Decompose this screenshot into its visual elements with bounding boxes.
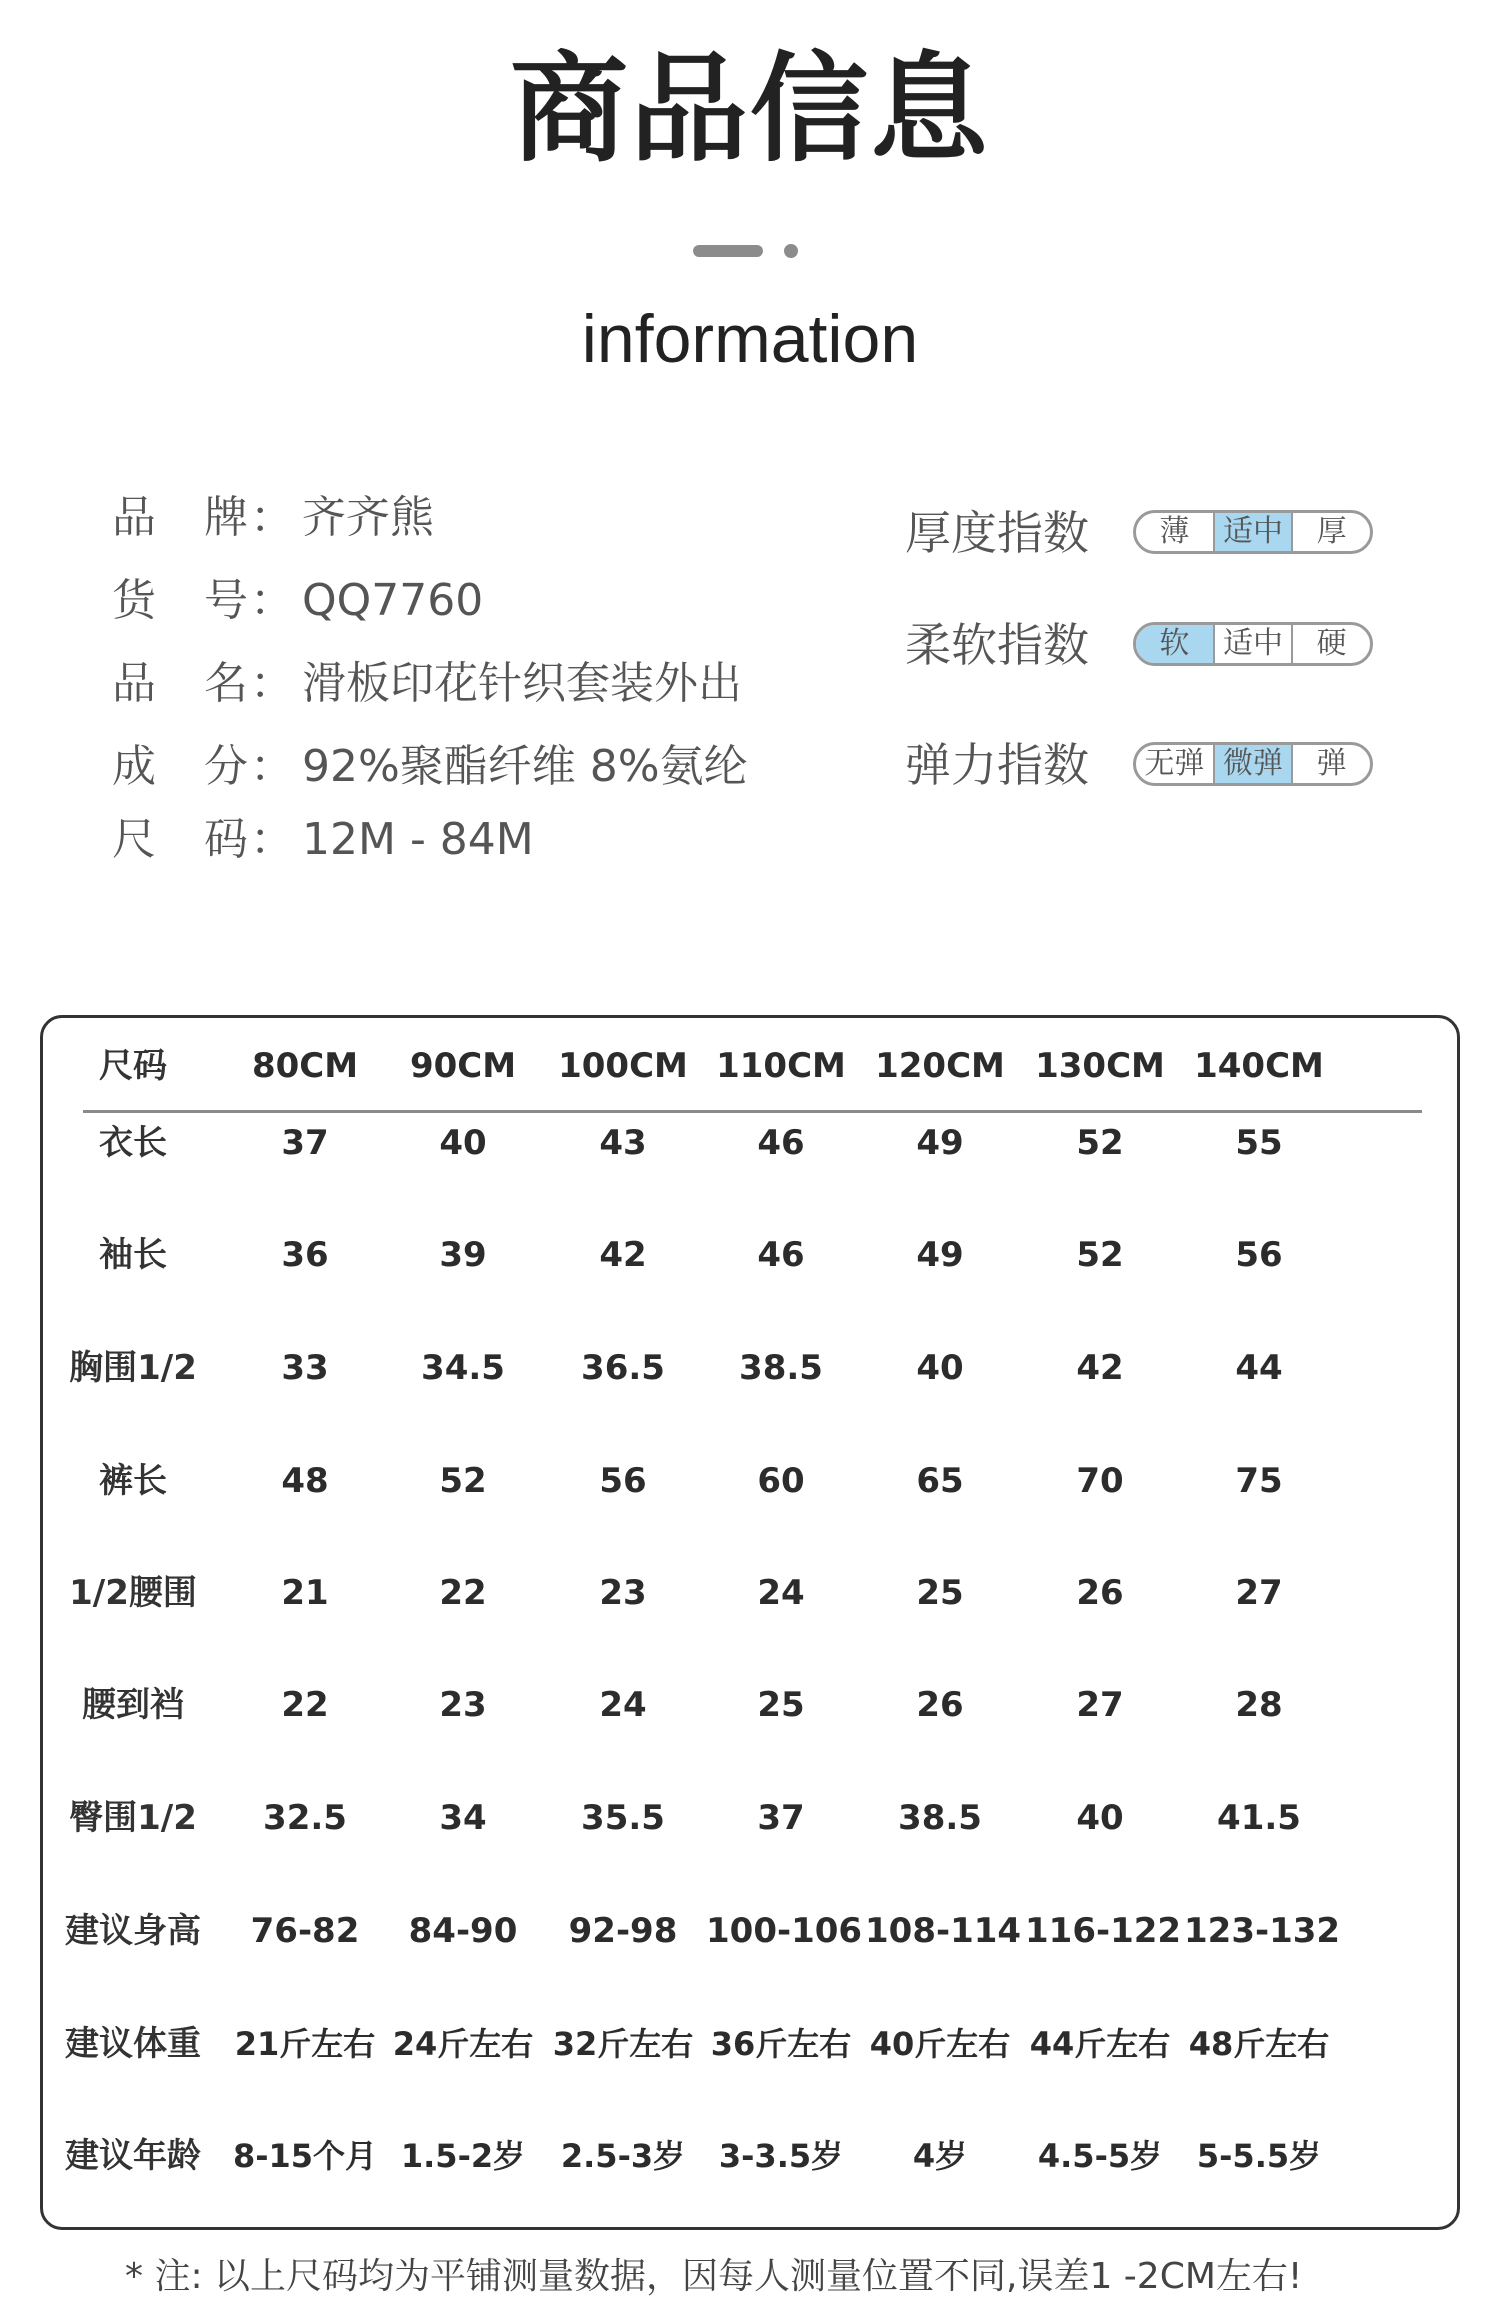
table-cell: 1.5-2岁 bbox=[400, 2137, 526, 2175]
table-cell: 38.5 bbox=[739, 1348, 823, 1388]
table-row bbox=[43, 1451, 1463, 1511]
table-header-cell: 100CM bbox=[558, 1046, 688, 1086]
table-cell: 40 bbox=[916, 1348, 964, 1388]
row-label: 建议年龄 bbox=[65, 2136, 201, 2176]
table-cell: 52 bbox=[439, 1461, 487, 1501]
elasticity-scale bbox=[1133, 742, 1373, 786]
table-header-cell: 80CM bbox=[251, 1046, 359, 1086]
table-cell: 65 bbox=[916, 1461, 964, 1501]
table-cell: 56 bbox=[1235, 1235, 1283, 1275]
scale-option: 微弹 bbox=[1213, 745, 1292, 783]
table-row bbox=[43, 1113, 1463, 1173]
index-label: 柔软指数 bbox=[905, 618, 1089, 672]
elasticity-index bbox=[905, 737, 1385, 793]
table-cell: 26 bbox=[1076, 1573, 1124, 1613]
table-cell: 27 bbox=[1235, 1573, 1283, 1613]
table-cell: 116-122 bbox=[1025, 1911, 1182, 1951]
info-row-item-number bbox=[112, 573, 483, 629]
table-cell: 22 bbox=[281, 1685, 329, 1725]
table-cell: 23 bbox=[439, 1685, 487, 1725]
table-cell: 44斤左右 bbox=[1029, 2025, 1171, 2063]
table-cell: 28 bbox=[1235, 1685, 1283, 1725]
thickness-index bbox=[905, 505, 1385, 561]
table-cell: 46 bbox=[757, 1123, 805, 1163]
table-cell: 24 bbox=[757, 1573, 805, 1613]
table-cell: 4岁 bbox=[912, 2137, 968, 2175]
row-label: 腰到裆 bbox=[82, 1685, 184, 1725]
table-cell: 34.5 bbox=[421, 1348, 505, 1388]
table-cell: 75 bbox=[1235, 1461, 1283, 1501]
table-header-cell: 120CM bbox=[875, 1046, 1005, 1086]
table-cell: 46 bbox=[757, 1235, 805, 1275]
row-label: 袖长 bbox=[99, 1235, 167, 1275]
table-cell: 36 bbox=[281, 1235, 329, 1275]
scale-option: 软 bbox=[1136, 625, 1213, 663]
table-cell: 48斤左右 bbox=[1188, 2025, 1330, 2063]
footnote: * 注: 以上尺码均为平铺测量数据，因每人测量位置不同,误差1 -2CM左右! bbox=[125, 2256, 1303, 2297]
table-cell: 32斤左右 bbox=[552, 2025, 694, 2063]
scale-option: 适中 bbox=[1213, 513, 1292, 551]
page-title: 商品信息 bbox=[509, 40, 990, 178]
table-cell: 108-114 bbox=[865, 1911, 1022, 1951]
table-row bbox=[43, 1338, 1463, 1398]
info-label: 品 名： bbox=[112, 658, 296, 709]
info-value: QQ7760 bbox=[302, 575, 484, 626]
table-row bbox=[43, 1563, 1463, 1623]
size-table bbox=[40, 1015, 1460, 2230]
table-cell: 5-5.5岁 bbox=[1196, 2137, 1322, 2175]
table-cell: 55 bbox=[1235, 1123, 1283, 1163]
row-label: 建议体重 bbox=[65, 2024, 201, 2064]
info-value: 齐齐熊 bbox=[302, 492, 434, 543]
table-cell: 2.5-3岁 bbox=[560, 2137, 686, 2175]
info-value: 12M - 84M bbox=[302, 814, 534, 865]
scale-option: 无弹 bbox=[1144, 746, 1205, 781]
page-subtitle: information bbox=[581, 301, 919, 377]
info-value: 92%聚酯纤维 8%氨纶 bbox=[302, 741, 748, 792]
info-label: 尺 码： bbox=[112, 814, 296, 865]
table-row bbox=[43, 2014, 1463, 2074]
table-row bbox=[43, 1788, 1463, 1848]
table-cell: 60 bbox=[757, 1461, 805, 1501]
table-cell: 49 bbox=[916, 1235, 964, 1275]
scale-option: 薄 bbox=[1159, 514, 1190, 549]
table-cell: 22 bbox=[439, 1573, 487, 1613]
table-cell: 36斤左右 bbox=[710, 2025, 852, 2063]
thickness-scale bbox=[1133, 510, 1373, 554]
index-label: 弹力指数 bbox=[905, 738, 1089, 792]
table-row bbox=[43, 2126, 1463, 2186]
table-cell: 34 bbox=[439, 1798, 487, 1838]
row-label: 衣长 bbox=[99, 1123, 167, 1163]
table-cell: 24 bbox=[599, 1685, 647, 1725]
table-cell: 43 bbox=[599, 1123, 647, 1163]
table-cell: 92-98 bbox=[568, 1911, 678, 1951]
table-header-label: 尺码 bbox=[99, 1046, 167, 1086]
table-cell: 33 bbox=[281, 1348, 329, 1388]
table-cell: 70 bbox=[1076, 1461, 1124, 1501]
table-cell: 23 bbox=[599, 1573, 647, 1613]
table-cell: 84-90 bbox=[408, 1911, 518, 1951]
info-value: 滑板印花针织套装外出 bbox=[302, 658, 742, 709]
info-row-composition bbox=[112, 739, 748, 795]
table-cell: 3-3.5岁 bbox=[718, 2137, 844, 2175]
table-cell: 38.5 bbox=[898, 1798, 982, 1838]
table-header-cell: 110CM bbox=[716, 1046, 846, 1086]
table-cell: 25 bbox=[916, 1573, 964, 1613]
row-label: 裤长 bbox=[99, 1461, 167, 1501]
table-cell: 40 bbox=[439, 1123, 487, 1163]
scale-option: 硬 bbox=[1291, 625, 1370, 663]
table-row bbox=[43, 1901, 1463, 1961]
divider-bar bbox=[693, 245, 763, 257]
softness-scale bbox=[1133, 622, 1373, 666]
table-row bbox=[43, 1225, 1463, 1285]
table-cell: 35.5 bbox=[581, 1798, 665, 1838]
table-cell: 36.5 bbox=[581, 1348, 665, 1388]
info-row-size-range bbox=[112, 812, 534, 868]
table-cell: 52 bbox=[1076, 1235, 1124, 1275]
table-cell: 123-132 bbox=[1184, 1911, 1341, 1951]
row-label: 臀围1/2 bbox=[69, 1798, 197, 1838]
row-label: 建议身高 bbox=[65, 1911, 201, 1951]
table-cell: 21 bbox=[281, 1573, 329, 1613]
divider-dot bbox=[784, 244, 798, 258]
info-label: 成 分： bbox=[112, 741, 296, 792]
table-cell: 41.5 bbox=[1217, 1798, 1301, 1838]
table-cell: 32.5 bbox=[263, 1798, 347, 1838]
table-cell: 49 bbox=[916, 1123, 964, 1163]
table-header-cell: 130CM bbox=[1035, 1046, 1165, 1086]
info-row-product-name bbox=[112, 656, 742, 712]
row-label: 1/2腰围 bbox=[69, 1573, 197, 1613]
table-cell: 40斤左右 bbox=[869, 2025, 1011, 2063]
scale-option: 适中 bbox=[1213, 625, 1292, 663]
table-cell: 39 bbox=[439, 1235, 487, 1275]
table-cell: 42 bbox=[1076, 1348, 1124, 1388]
scale-option: 弹 bbox=[1291, 745, 1370, 783]
row-label: 胸围1/2 bbox=[69, 1348, 197, 1388]
table-header-cell: 90CM bbox=[409, 1046, 517, 1086]
info-label: 品 牌： bbox=[112, 492, 296, 543]
softness-index bbox=[905, 617, 1385, 673]
table-cell: 25 bbox=[757, 1685, 805, 1725]
table-cell: 100-106 bbox=[706, 1911, 863, 1951]
info-row-brand bbox=[112, 490, 434, 546]
table-header-cell: 140CM bbox=[1194, 1046, 1324, 1086]
table-cell: 4.5-5岁 bbox=[1037, 2137, 1163, 2175]
table-cell: 21斤左右 bbox=[234, 2025, 376, 2063]
table-row bbox=[43, 1675, 1463, 1735]
index-label: 厚度指数 bbox=[905, 506, 1089, 560]
table-cell: 26 bbox=[916, 1685, 964, 1725]
table-cell: 56 bbox=[599, 1461, 647, 1501]
info-label: 货 号： bbox=[112, 575, 296, 626]
table-cell: 42 bbox=[599, 1235, 647, 1275]
table-cell: 76-82 bbox=[250, 1911, 360, 1951]
table-cell: 48 bbox=[281, 1461, 329, 1501]
scale-option: 厚 bbox=[1291, 513, 1370, 551]
table-cell: 37 bbox=[757, 1798, 805, 1838]
table-cell: 44 bbox=[1235, 1348, 1283, 1388]
table-cell: 52 bbox=[1076, 1123, 1124, 1163]
table-header-row bbox=[43, 1036, 1463, 1096]
table-cell: 8-15个月 bbox=[232, 2137, 378, 2175]
table-cell: 27 bbox=[1076, 1685, 1124, 1725]
table-cell: 40 bbox=[1076, 1798, 1124, 1838]
table-cell: 24斤左右 bbox=[392, 2025, 534, 2063]
table-cell: 37 bbox=[281, 1123, 329, 1163]
